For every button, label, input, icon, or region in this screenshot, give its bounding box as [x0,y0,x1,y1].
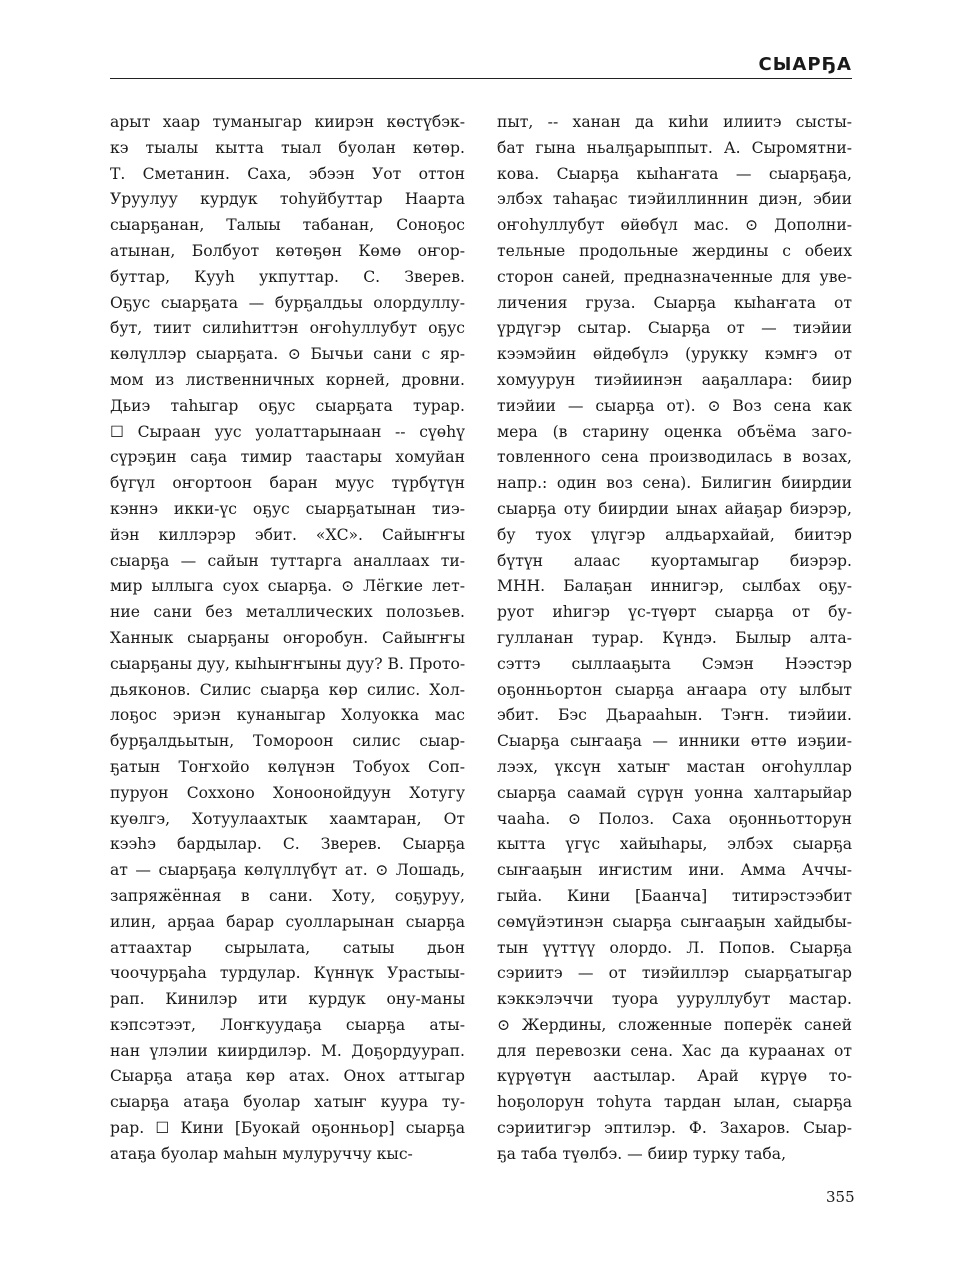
text-line: күрүөтүн аастылар. Арай күрүө то- [497,1067,852,1086]
text-line: ҕатын Тоҥхойо көлүнэн Тобуох Соп- [110,757,465,776]
text-line: илин, арҕаа барар суолларынан сыарҕа [110,912,465,931]
text-line: хомуурун тиэйиинэн ааҕаллара: биир [497,370,852,389]
text-line: ⊙ Жердины, сложенные поперёк саней [497,1015,852,1034]
text-line: һоҕолорун тоһута тардан ылан, сыарҕа [497,1093,852,1112]
text-line: оҕонньортон сыарҕа аҥаара оту ылбыт [497,680,852,699]
text-line: кээһэ бардылар. С. Зверев. Сыарҕа [110,835,465,854]
page-number: 355 [826,1188,855,1206]
text-line: руот иһигэр үс-түөрт сыарҕа от бу- [497,603,852,622]
text-line: сыарҕа атаҕа буолар хатыҥ куура ту- [110,1093,465,1112]
text-line: сторон саней, предназначенные для уве- [497,267,852,286]
text-line: для перевозки сена. Хас да кураанах от [497,1041,852,1060]
text-line: атынан, Болбуот көтөҕөн Көмө оҥор- [110,241,465,260]
text-line: Т. Сметанин. Саха, эбээн Уот оттон [110,164,465,183]
text-line: гулланан турар. Күндэ. Былыр алта- [497,628,852,647]
text-line: ние сани без металлических полозьев. [110,603,465,622]
text-line: мом из лиственничных корней, дровни. [110,370,465,389]
text-line: ☐ Сыраан уус уолаттарынаан -- сүөһү [110,422,465,441]
right-column [497,110,852,1180]
text-line: арыт хаар туманыгар киирэн көстүбэк- [110,113,465,131]
text-line: Ханнык сыарҕаны оҥоробун. Сайыҥҥы [110,628,465,647]
text-line: чааһа. ⊙ Полоз. Саха оҕонньотторун [497,809,852,828]
text-line: пыт, -- ханан да киһи илиитэ сысты- [497,113,852,131]
text-line: лээх, үксүн хатыҥ мастан оҥоһуллар [497,757,852,776]
text-line: лоҕос эриэн кунаныгар Холуокка мас [110,706,465,725]
text-line: кытта үгүс хайыһары, элбэх сыарҕа [497,835,852,854]
text-line: нан үлэлии киирдилэр. М. Доҕордуурап. [110,1041,465,1060]
text-line: атаҕа буолар маһын мулуруччу кыс- [110,1144,413,1163]
text-line: сөмүйэтинэн сыарҕа сыҥааҕын хайдыбы- [497,912,852,931]
text-line: сэттэ сыллааҕыта Сэмэн Нээстэр [497,654,852,673]
text-line: эбит. Бэс Дьарааһын. Тэҥн. тиэйии. [497,706,852,725]
text-line: кэннэ икки-үс оҕус сыарҕатынан тиэ- [110,499,465,518]
text-line: бүтүн алаас куортамыгар биэрэр. [497,551,852,570]
text-line: напр.: один воз сена). Билигин биирдии [497,474,852,493]
text-line: товленного сена производилась в возах, [497,448,852,467]
running-title: СЫАРҔА [758,54,852,75]
text-line: чоочурҕаһа турдулар. Күннүк Урастыы- [110,964,465,983]
text-line: кова. Сыарҕа кыһаҥата — сыарҕаҕа, [497,164,852,183]
text-line: бут, тиит силиһиттэн оҥоһуллубут оҕус [110,319,465,338]
text-line: кээмэйин өйдөбүлэ (урукку кэмҥэ от [497,345,852,364]
text-line: көлүллэр сыарҕата. ⊙ Бычьи сани с яр- [110,345,465,364]
text-line: кэ тыалы кытта тыал буолан көтөр. [110,138,465,157]
text-line: личения груза. Сыарҕа кыһаҥата от [497,293,852,312]
text-line: сэриитэ — от тиэйиллэр сыарҕатыгар [497,964,852,983]
text-line: оҥоһуллубут өйөбүл мас. ⊙ Дополни- [497,216,852,235]
text-line: Дьиэ таһыгар оҕус сыарҕата турар. [110,396,465,415]
text-line: пуруон Соххоно Хоноонойдуун Хотугу [110,783,465,802]
text-line: рап. Кинилэр ити курдук ону-маны [110,990,465,1009]
text-line: сыҥааҕын иҥистим ини. Амма Аччы- [497,861,852,880]
text-line: кэпсэтээт, Лоҥкуудаҕа сыарҕа аты- [110,1015,465,1034]
text-line: үрдүгэр сытар. Сыарҕа от — тиэйии [497,319,852,338]
text-line: гыйа. Кини [Баанча] титирэстээбит [497,886,852,905]
text-line: ҕа таба түөлбэ. — биир турку таба, [497,1144,787,1163]
text-line: сыарҕа — сайын туттарга аналлаах ти- [110,551,465,570]
text-line: бу туох үлүгэр алдьархайай, биитэр [497,525,852,544]
running-header [110,52,852,79]
text-line: сэриитигэр эптилэр. Ф. Захаров. Сыар- [497,1119,852,1138]
text-line: Сыарҕа атаҕа көр атах. Онох аттыгар [110,1067,465,1086]
text-line: йэн киллэрэр эбит. «ХС». Сайыҥҥы [110,525,465,544]
text-line: бурҕалдьытын, Томороон силис сыар- [110,732,465,751]
text-line: Оҕус сыарҕата — бурҕалдьы олордуллу- [110,293,465,312]
text-line: сыарҕаны дуу, кыһыҥҥыны дуу? В. Прото- [110,654,465,673]
text-line: бат гына ньалҕарыппыт. А. Сыромятни- [497,138,852,157]
text-line: тельные продольные жердины с обеих [497,241,852,260]
text-line: сыарҕа саамай сүрүн уонна халтарыйар [497,783,852,802]
text-line: сыарҕанан, Талыы табанан, Соноҕос [110,216,465,235]
text-line: тиэйии — сыарҕа от). ⊙ Воз сена как [497,396,852,415]
text-line: аттаахтар сырылата, сатыы дьон [110,938,465,957]
text-line: Сыарҕа сыҥааҕа — инники өттө иэҕии- [497,732,852,751]
text-line: рар. ☐ Кини [Буокай оҕонньор] сыарҕа [110,1119,465,1138]
text-line: дьяконов. Силис сыарҕа көр силис. Хол- [110,680,465,699]
left-column [110,110,465,1180]
text-line: кэккэлэччи туора ууруллубут мастар. [497,990,852,1009]
text-line: запряжённая в сани. Хоту, соҕуруу, [110,886,465,905]
text-line: элбэх таһаҕас тиэйиллиннин диэн, эбии [497,190,852,209]
text-line: мера (в старину оценка объёма заго- [497,422,852,441]
text-line: МНН. Балаҕан иннигэр, сылбах оҕу- [497,577,852,596]
text-line: тын үүттүү олордо. Л. Попов. Сыарҕа [497,938,852,957]
text-line: буттар, Кууһ укпуттар. С. Зверев. [110,267,465,286]
text-line: сүрэҕин саҕа тимир таастары хомуйан [110,448,465,467]
text-line: куөлгэ, Хотуулаахтык хаамтаран, От [110,809,465,828]
text-line: ат — сыарҕаҕа көлүллүбүт ат. ⊙ Лошадь, [110,861,465,880]
text-line: Уруулуу курдук тоһуйбуттар Наарта [110,190,465,209]
text-line: сыарҕа оту биирдии ынах айаҕар биэрэр, [497,499,852,518]
text-line: мир ыллыга суох сыарҕа. ⊙ Лёгкие лет- [110,577,465,596]
text-line: бүгүл оҥортоон баран муус түрбүтүн [110,474,465,493]
